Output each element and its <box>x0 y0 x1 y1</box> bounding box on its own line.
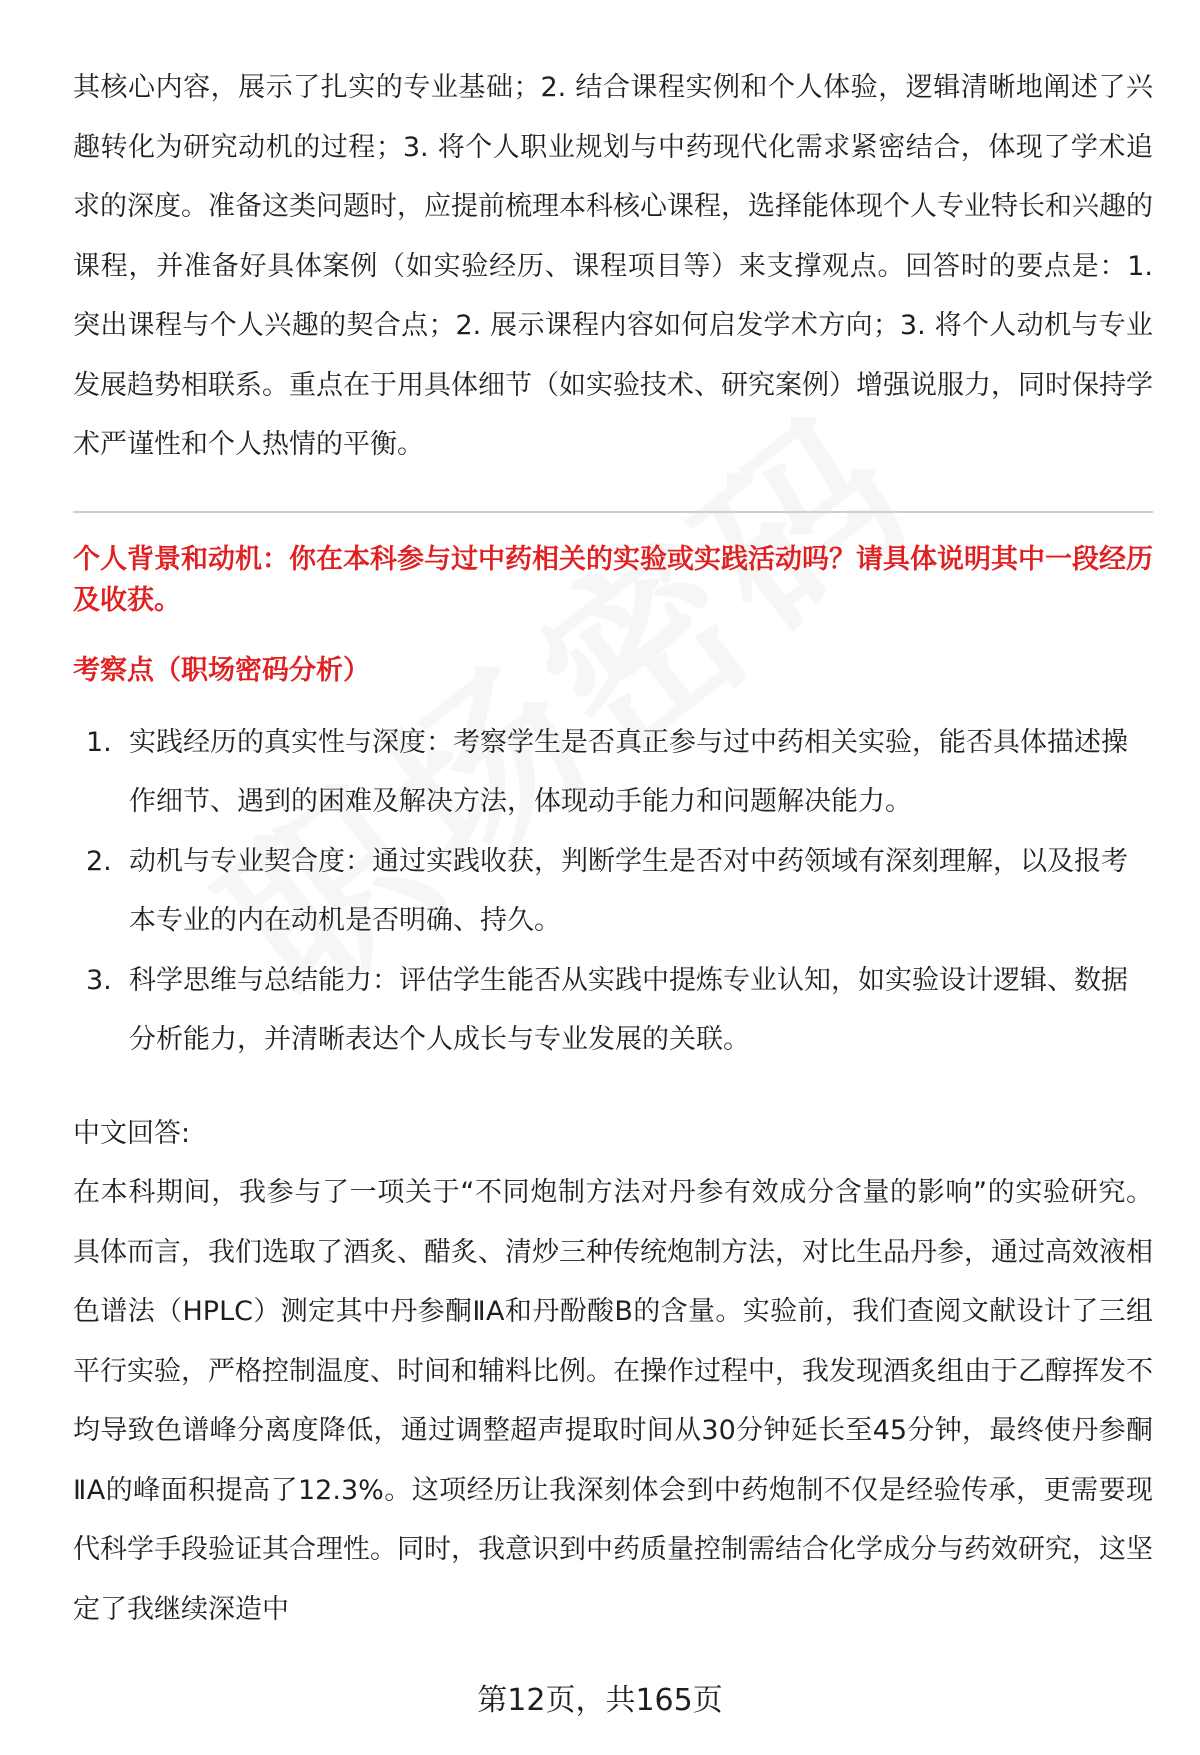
assessment-points-list <box>73 713 1153 1070</box>
list-item-number: 3. <box>86 964 112 996</box>
section-divider <box>73 511 1153 513</box>
page-number-footer: 第12页，共165页 <box>477 1683 723 1718</box>
document-page <box>73 58 1153 1639</box>
answer-label: 中文回答: <box>73 1117 191 1149</box>
list-item-text: 科学思维与总结能力：评估学生能否从实践中提炼专业认知，如实验设计逻辑、数据分析能力，并清晰表达个人成长与专业发展的关联。 <box>129 964 1128 1055</box>
list-item <box>73 713 1153 832</box>
list-item <box>73 832 1153 951</box>
list-item-number: 1. <box>86 726 112 758</box>
question-heading: 个人背景和动机：你在本科参与过中药相关的实验或实践活动吗？请具体说明其中一段经历及收获。 <box>73 543 1153 616</box>
list-item-text: 实践经历的真实性与深度：考察学生是否真正参与过中药相关实验，能否具体描述操作细节、遇到的困难及解决方法，体现动手能力和问题解决能力。 <box>129 726 1128 817</box>
list-item <box>73 951 1153 1070</box>
section-title: 考察点（职场密码分析） <box>73 654 370 686</box>
intro-paragraph: 其核心内容，展示了扎实的专业基础；2. 结合课程实例和个人体验，逻辑清晰地阐述了兴趣转化为研究动机的过程；3. 将个人职业规划与中药现代化需求紧密结合，体现了学术追求的深度。准备这类问题时，应提前梳理本科核心课程，选择能体现个人专业特长和兴趣的课程，并准备好具体案例（如实验经历、课程项目等）来支撑观点。回答时的要点是：1. 突出课程与个人兴趣的契合点；2. 展示课程内容如何启发学术方向；3. 将个人动机与专业发展趋势相联系。重点在于用具体细节（如实验技术、研究案例）增强说服力，同时保持学术严谨性和个人热情的平衡。 <box>73 72 1153 460</box>
list-item-number: 2. <box>86 845 112 877</box>
answer-paragraph: 在本科期间，我参与了一项关于“不同炮制方法对丹参有效成分含量的影响”的实验研究。具体而言，我们选取了酒炙、醋炙、清炒三种传统炮制方法，对比生品丹参，通过高效液相色谱法（HPLC）测定其中丹参酮ⅡA和丹酚酸B的含量。实验前，我们查阅文献设计了三组平行实验，严格控制温度、时间和辅料比例。在操作过程中，我发现酒炙组由于乙醇挥发不均导致色谱峰分离度降低，通过调整超声提取时间从30分钟延长至45分钟，最终使丹参酮ⅡA的峰面积提高了12.3%。这项经历让我深刻体会到中药炮制不仅是经验传承，更需要现代科学手段验证其合理性。同时，我意识到中药质量控制需结合化学成分与药效研究，这坚定了我继续深造中 <box>73 1177 1153 1625</box>
list-item-text: 动机与专业契合度：通过实践收获，判断学生是否对中药领域有深刻理解，以及报考本专业的内在动机是否明确、持久。 <box>129 845 1128 936</box>
